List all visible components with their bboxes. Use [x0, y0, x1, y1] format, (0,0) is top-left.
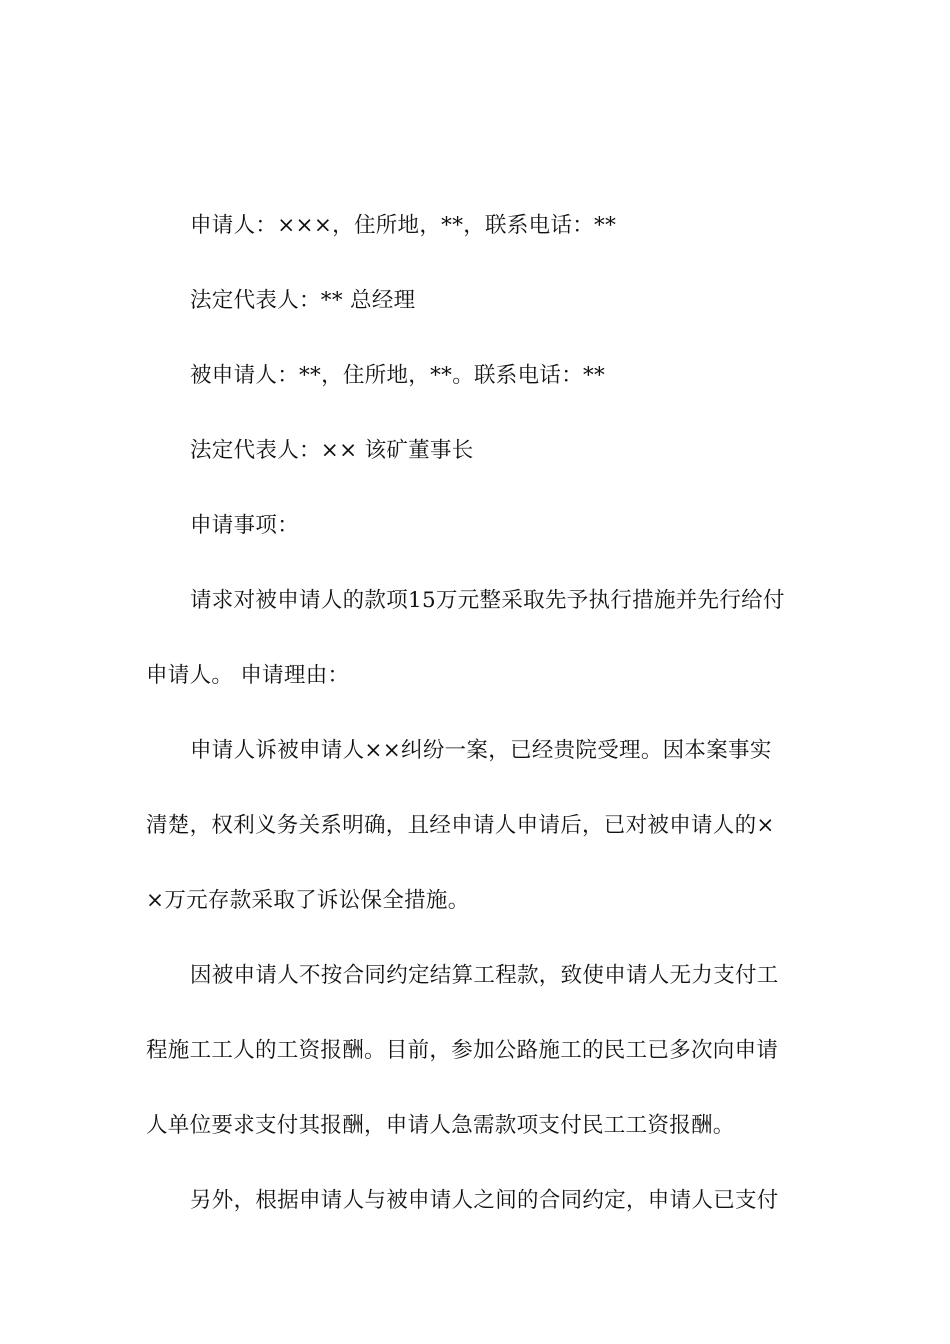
reason-paragraph-line: ×万元存款采取了诉讼保全措施。: [146, 888, 470, 913]
wage-paragraph-line: 因被申请人不按合同约定结算工程款，致使申请人无力支付工: [190, 963, 779, 988]
applicant-line: 申请人：×××，住所地，**，联系电话：**: [190, 213, 617, 238]
document-body: [146, 196, 806, 1246]
reason-paragraph-line: 清楚，权利义务关系明确，且经申请人申请后，已对被申请人的×: [146, 813, 775, 838]
respondent-representative-line: 法定代表人：×× 该矿董事长: [190, 438, 474, 463]
request-paragraph-line: 请求对被申请人的款项15万元整采取先予执行措施并先行给付: [190, 588, 785, 613]
request-paragraph-line: 申请人。 申请理由：: [146, 663, 350, 688]
wage-paragraph-line: 人单位要求支付其报酬，申请人急需款项支付民工工资报酬。: [146, 1113, 735, 1138]
wage-paragraph-line: 程施工工人的工资报酬。目前，参加公路施工的民工已多次向申请: [146, 1038, 779, 1063]
respondent-line: 被申请人：**，住所地，**。联系电话：**: [190, 363, 606, 388]
reason-paragraph-line: 申请人诉被申请人××纠纷一案，已经贵院受理。因本案事实: [190, 738, 772, 763]
applicant-representative-line: 法定代表人：** 总经理: [190, 288, 416, 313]
application-items-heading: 申请事项：: [190, 513, 300, 538]
contract-paragraph-line: 另外，根据申请人与被申请人之间的合同约定，申请人已支付: [190, 1188, 779, 1213]
